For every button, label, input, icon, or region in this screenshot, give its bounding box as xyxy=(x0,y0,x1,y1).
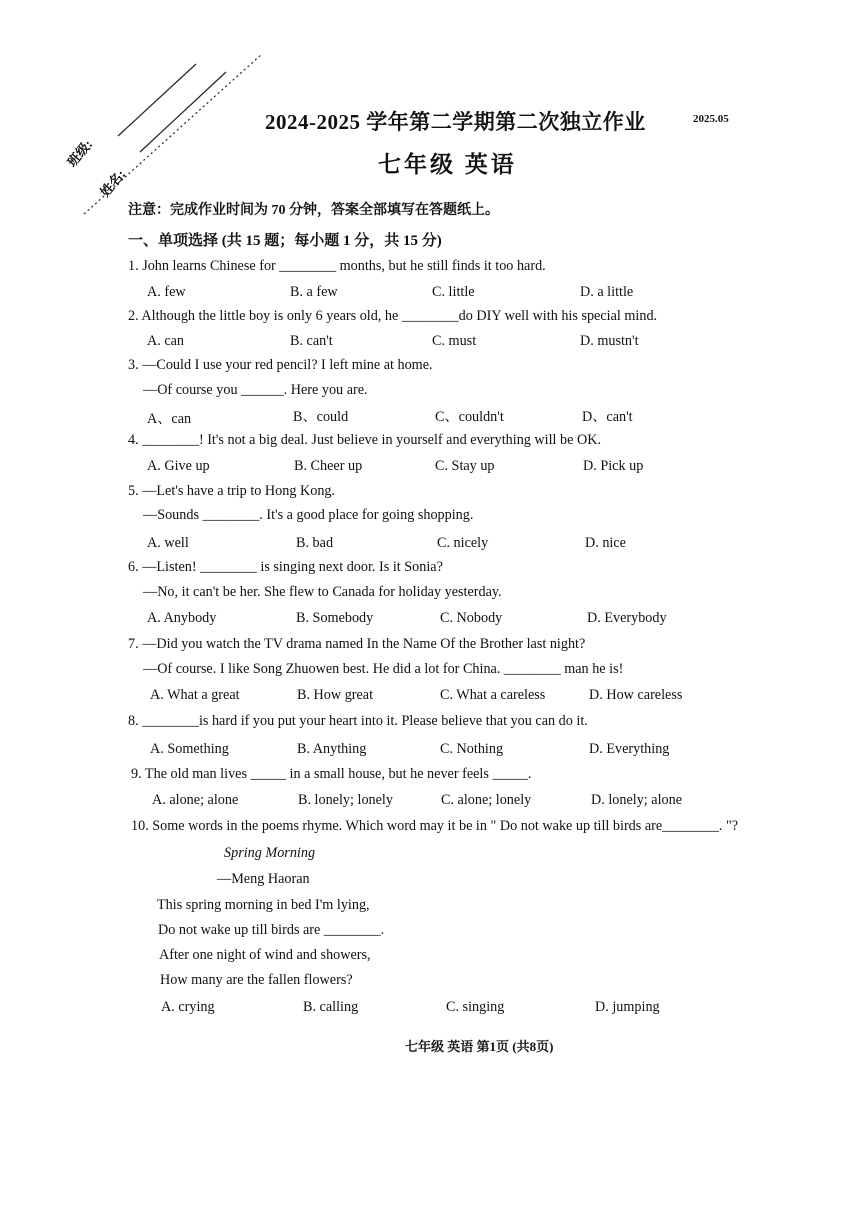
question-7: 7. —Did you watch the TV drama named In the Name Of the Brother last night? xyxy=(128,636,586,652)
poem-line-2: Do not wake up till birds are ________. xyxy=(158,922,385,938)
q5-option-d: D. nice xyxy=(585,535,626,551)
class-label: 班级: xyxy=(64,136,96,170)
q5-option-b: B. bad xyxy=(296,535,334,551)
q9-option-d: D. lonely; alone xyxy=(591,792,683,808)
q3-option-c: C、couldn't xyxy=(435,409,504,425)
q5-option-a: A. well xyxy=(147,535,189,551)
q8-option-b: B. Anything xyxy=(297,741,367,757)
q4-option-a: A. Give up xyxy=(147,458,210,474)
q7-option-c: C. What a careless xyxy=(440,687,546,703)
section-heading: 一、单项选择 (共 15 题；每小题 1 分，共 15 分) xyxy=(128,233,442,249)
name-label: 姓名: xyxy=(97,166,129,200)
q7-option-d: D. How careless xyxy=(589,687,683,703)
q1-option-b: B. a few xyxy=(290,284,338,300)
q9-option-c: C. alone; lonely xyxy=(441,792,532,808)
q6-option-a: A. Anybody xyxy=(147,610,217,626)
q3-option-b: B、could xyxy=(293,409,349,425)
q2-option-d: D. mustn't xyxy=(580,333,639,349)
q4-option-b: B. Cheer up xyxy=(294,458,363,474)
q8-option-d: D. Everything xyxy=(589,741,670,757)
q10-option-c: C. singing xyxy=(446,999,505,1015)
q6-option-b: B. Somebody xyxy=(296,610,374,626)
question-5-reply: —Sounds ________. It's a good place for going shopping. xyxy=(143,507,474,523)
q2-option-c: C. must xyxy=(432,333,477,349)
question-9: 9. The old man lives _____ in a small house, but he never feels _____. xyxy=(131,766,532,782)
q3-option-a: A、can xyxy=(147,411,192,427)
page-title: 2024-2025 学年第二学期第二次独立作业 xyxy=(265,110,646,134)
poem-title: Spring Morning xyxy=(224,845,316,861)
q1-option-a: A. few xyxy=(147,284,186,300)
q10-option-d: D. jumping xyxy=(595,999,660,1015)
poem-line-3: After one night of wind and showers, xyxy=(159,947,371,963)
q4-option-c: C. Stay up xyxy=(435,458,495,474)
poem-line-4: How many are the fallen flowers? xyxy=(160,972,353,988)
q7-option-b: B. How great xyxy=(297,687,374,703)
q4-option-d: D. Pick up xyxy=(583,458,644,474)
q5-option-c: C. nicely xyxy=(437,535,489,551)
q3-option-d: D、can't xyxy=(582,409,633,425)
q1-option-c: C. little xyxy=(432,284,475,300)
subject-title: 七年级 英语 xyxy=(378,152,517,177)
q9-option-b: B. lonely; lonely xyxy=(298,792,393,808)
poem-author: —Meng Haoran xyxy=(217,871,310,887)
question-7-reply: —Of course. I like Song Zhuowen best. He did a lot for China. ________ man he is! xyxy=(143,661,624,677)
q10-option-b: B. calling xyxy=(303,999,359,1015)
q8-option-c: C. Nothing xyxy=(440,741,504,757)
question-2: 2. Although the little boy is only 6 years old, he ________do DIY well with his special mind. xyxy=(128,308,658,324)
exam-notice: 注意：完成作业时间为 70 分钟，答案全部填写在答题纸上。 xyxy=(128,203,499,218)
q7-option-a: A. What a great xyxy=(150,687,240,703)
question-8: 8. ________is hard if you put your heart into it. Please believe that you can do it. xyxy=(128,713,588,729)
question-1: 1. John learns Chinese for ________ months, but he still finds it too hard. xyxy=(128,258,546,274)
q6-option-c: C. Nobody xyxy=(440,610,503,626)
q2-option-a: A. can xyxy=(147,333,185,349)
question-4: 4. ________! It's not a big deal. Just believe in yourself and everything will be OK. xyxy=(128,432,602,448)
question-6-reply: —No, it can't be her. She flew to Canada for holiday yesterday. xyxy=(143,584,502,600)
q6-option-d: D. Everybody xyxy=(587,610,667,626)
question-3-reply: —Of course you ______. Here you are. xyxy=(143,382,368,398)
exam-date: 2025.05 xyxy=(693,113,729,125)
q9-option-a: A. alone; alone xyxy=(152,792,239,808)
page-footer: 七年级 英语 第1页 (共8页) xyxy=(405,1039,554,1054)
poem-line-1: This spring morning in bed I'm lying, xyxy=(157,897,370,913)
q10-option-a: A. crying xyxy=(161,999,215,1015)
question-10: 10. Some words in the poems rhyme. Which word may it be in " Do not wake up till birds are________. "? xyxy=(131,818,739,834)
q1-option-d: D. a little xyxy=(580,284,634,300)
question-3: 3. —Could I use your red pencil? I left mine at home. xyxy=(128,357,433,373)
q8-option-a: A. Something xyxy=(150,741,229,757)
q2-option-b: B. can't xyxy=(290,333,333,349)
question-6: 6. —Listen! ________ is singing next door. Is it Sonia? xyxy=(128,559,443,575)
question-5: 5. —Let's have a trip to Hong Kong. xyxy=(128,483,336,499)
